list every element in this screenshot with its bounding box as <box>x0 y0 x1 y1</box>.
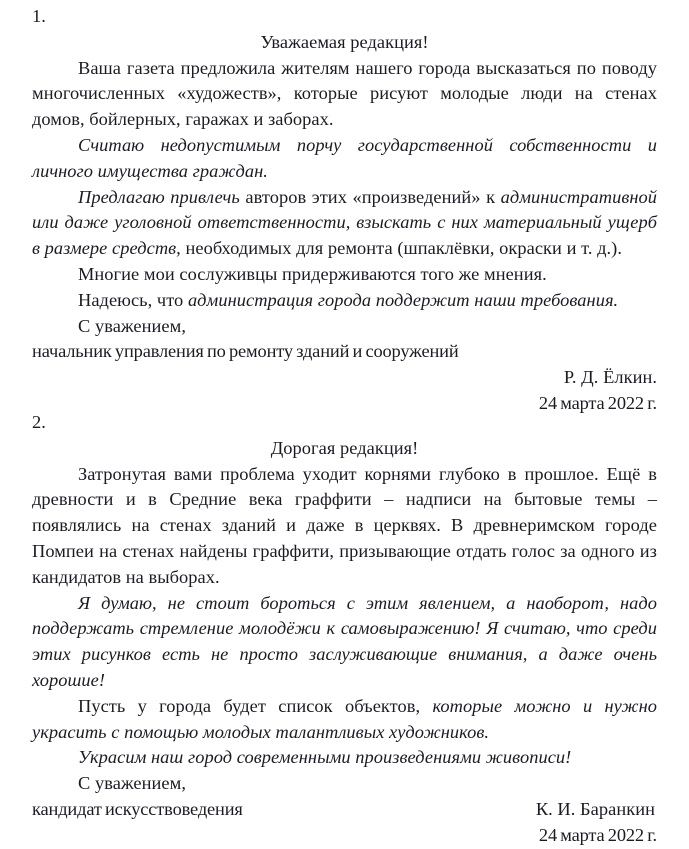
letter-2-paragraph-3 <box>32 694 657 746</box>
letter-1-signature: Р. Д. Ёлкин. <box>563 367 657 388</box>
text-run-regular: С уважением, <box>78 315 186 336</box>
letter-1-salutation: Уважаемая редакция! <box>260 31 429 52</box>
text-run-italic: Украсим наш город современными произведениями живописи! <box>78 747 572 768</box>
letter-2-role-and-signature <box>32 797 657 823</box>
text-run-regular: Пусть у города будет список объектов, <box>78 695 433 716</box>
letter-1-closing <box>32 314 657 340</box>
text-run-regular: Надеюсь, что <box>78 289 188 310</box>
letter-1-paragraph-5 <box>32 288 657 314</box>
letter-2-date: 24 марта 2022 г. <box>538 824 657 845</box>
text-run-regular: Затронутая вами проблема уходит корнями глубоко в прошлое. Ещё в древности и в Средние века граффити – надписи на бытовые темы – появлялись на стенах зданий и даже в церквях. В древнеримском городе Помпеи на стенах найдены граффити, призывающие отдать голос за одного из кандидатов на выборах. <box>32 463 657 587</box>
letter-2-signature: К. И. Баранкин <box>535 798 655 819</box>
letter-1-number: 1. <box>32 6 46 26</box>
text-run-regular: Многие мои сослуживцы придерживаются того же мнения. <box>78 263 547 284</box>
text-run-regular: Ваша газета предложила жителям нашего города высказаться по поводу многочисленных «художеств», которые рисуют молодые люди на стенах домов, бойлерных, гаражах и заборах. <box>32 57 657 130</box>
letter-2-paragraph-1 <box>32 462 657 591</box>
letter-2-paragraph-4 <box>32 745 657 771</box>
letter-1-paragraph-4 <box>32 262 657 288</box>
letter-1-date: 24 марта 2022 г. <box>538 392 657 413</box>
text-run-italic: Я думаю, не стоит бороться с этим явлением, а наоборот, надо поддержать стремление молодёжи к самовыражению! Я считаю, что среди этих рисунков есть не просто заслуживающие внимания, а даже очень хорошие! <box>32 592 657 690</box>
text-run-italic: административной или даже уголовной ответственности, взыскать с них материальный ущерб в размере средств, <box>32 186 658 259</box>
text-run-regular: С уважением, <box>78 773 186 794</box>
letter-2-closing <box>32 771 657 797</box>
text-run-italic: Предлагаю привлечь <box>78 186 246 207</box>
letter-1-paragraph-2 <box>32 133 657 185</box>
text-run-regular: необходимых для ремонта (шпаклёвки, окраски и т. д.). <box>185 238 622 259</box>
letter-2-paragraph-2 <box>32 591 657 694</box>
letter-1 <box>32 4 657 417</box>
letter-1-role: начальник управления по ремонту зданий и сооружений <box>32 341 459 362</box>
letter-1-paragraph-3 <box>32 185 657 262</box>
letter-2-salutation: Дорогая редакция! <box>270 437 419 458</box>
text-run-regular: авторов этих «произведений» к <box>245 186 501 207</box>
letter-2-number: 2. <box>32 412 46 432</box>
text-run-italic: Считаю недопустимым порчу государственной собственности и личного имущества граждан. <box>32 134 657 181</box>
text-run-italic: администрация города поддержит наши требования. <box>187 289 619 310</box>
letter-2-role: кандидат искусствоведения <box>32 798 243 819</box>
letter-2 <box>32 410 657 849</box>
text-run-italic: которые можно и нужно украсить с помощью молодых талантливых художников. <box>32 695 657 742</box>
letter-1-paragraph-1 <box>32 56 657 133</box>
